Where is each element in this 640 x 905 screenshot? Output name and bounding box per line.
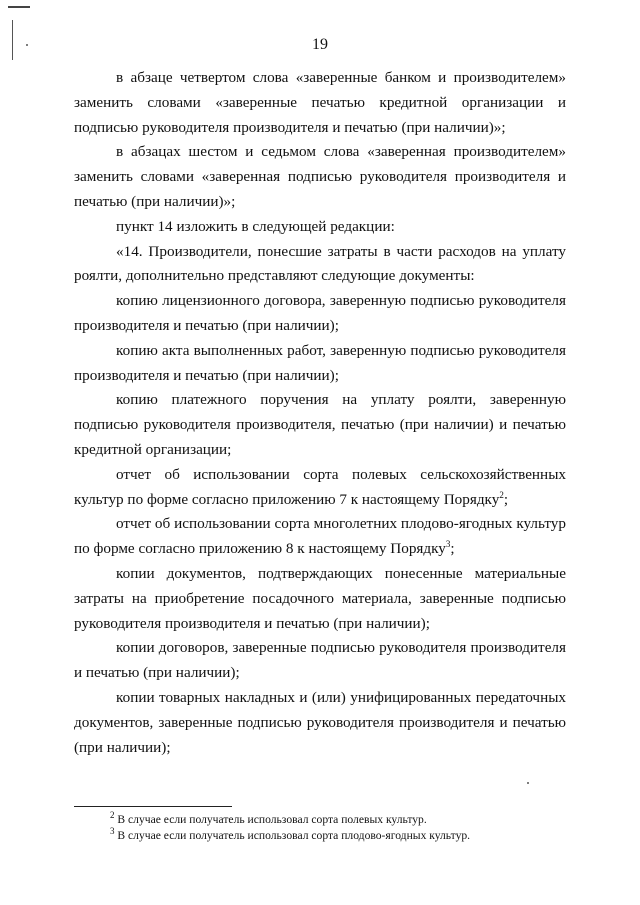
footnote xyxy=(110,812,570,828)
scan-edge-mark xyxy=(8,6,30,8)
footnote-text: В случае если получатель использовал сорта полевых культур. xyxy=(114,813,427,826)
paragraph: пункт 14 изложить в следующей редакции: xyxy=(116,217,395,235)
footnote-mark: 2 xyxy=(110,810,115,821)
footnote-mark: 3 xyxy=(110,826,115,837)
paragraph xyxy=(74,512,566,562)
footnotes xyxy=(110,812,570,844)
paragraph: в абзаце четвертом слова «заверенные банком и производителем» заменить словами «заверенные печатью кредитной организации и подписью руководителя производителя и печатью (при наличии)»; xyxy=(74,69,566,136)
footnote xyxy=(110,828,570,844)
footnote-ref: 3 xyxy=(445,539,451,550)
footnote-ref: 2 xyxy=(499,489,504,500)
paragraph: копии документов, подтверждающих понесенные материальные затраты на приобретение посадочного материала, заверенные подписью руководителя производителя и печатью (при наличии); xyxy=(74,564,566,632)
paragraph: копии товарных накладных и (или) унифицированных передаточных документов, заверенные подписью руководителя производителя и печатью (при наличии); xyxy=(74,688,566,756)
paragraph: копию акта выполненных работ, заверенную подписью руководителя производителя и печатью (при наличии); xyxy=(74,341,566,384)
paragraph: «14. Производители, понесшие затраты в части расходов на уплату роялти, дополнительно представляют следующие документы: xyxy=(74,242,566,285)
paragraph xyxy=(74,463,566,513)
paragraph: копию лицензионного договора, заверенную подписью руководителя производителя и печатью (при наличии); xyxy=(74,292,566,334)
scan-speck xyxy=(527,782,529,784)
paragraph-end: ; xyxy=(503,490,509,508)
paragraph: копию платежного поручения на уплату роялти, заверенную подписью руководителя производителя, печатью (при наличии) и печатью кредитной организации; xyxy=(74,391,566,458)
paragraph-text: отчет об использовании сорта полевых сельскохозяйственных культур по форме согласно приложению 7 к настоящему Порядку xyxy=(74,465,566,508)
paragraph: в абзацах шестом и седьмом слова «заверенная производителем» заменить словами «заверенная подписью руководителя производителя и печатью (при наличии)»; xyxy=(74,143,566,210)
paragraph: копии договоров, заверенные подписью руководителя производителя и печатью (при наличии); xyxy=(74,639,566,682)
paragraph-text: отчет об использовании сорта многолетних плодово-ягодных культур по форме согласно приложению 8 к настоящему Порядку xyxy=(74,515,566,558)
paragraph-end: ; xyxy=(450,540,455,558)
document-body xyxy=(74,66,566,760)
footnote-text: В случае если получатель использовал сорта плодово-ягодных культур. xyxy=(114,829,471,842)
page-number: 19 xyxy=(312,36,328,53)
footnote-separator xyxy=(74,806,232,807)
